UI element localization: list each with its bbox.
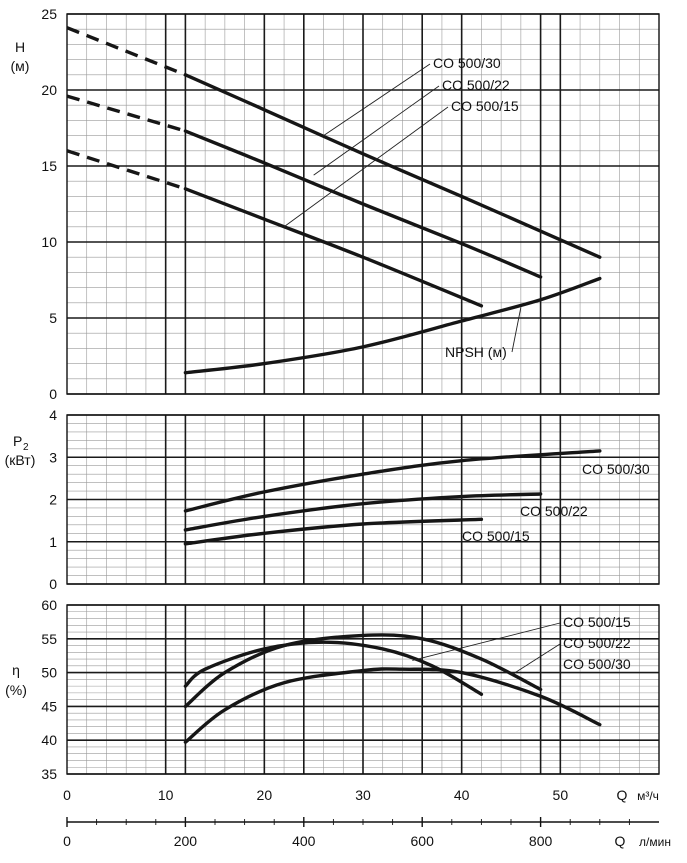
efficiency-axis-label: η xyxy=(12,662,20,678)
head-leader-line xyxy=(284,107,448,227)
power-axis-unit: (кВт) xyxy=(5,452,36,468)
head-label-npsh: NPSH (м) xyxy=(445,344,507,360)
eff-label-co500-22: CO 500/22 xyxy=(563,635,631,651)
x-secondary-tick-label: 400 xyxy=(292,833,316,849)
head-curve-npsh xyxy=(185,278,599,372)
curve-layer xyxy=(67,28,600,743)
head-leader-line xyxy=(512,307,521,352)
head-axis-unit: (м) xyxy=(11,58,30,74)
efficiency-axis-unit: (%) xyxy=(5,682,27,698)
x-secondary-unit: л/мин xyxy=(639,835,671,849)
x-primary-tick-label: 50 xyxy=(553,787,569,803)
x-primary-label: Q xyxy=(617,787,628,803)
y-tick-label: 40 xyxy=(41,732,57,748)
x-secondary-tick-label: 200 xyxy=(174,833,198,849)
y-tick-label: 55 xyxy=(41,631,57,647)
y-tick-label: 4 xyxy=(49,407,57,423)
y-tick-label: 45 xyxy=(41,698,57,714)
y-tick-label: 1 xyxy=(49,534,57,550)
eff-label-co500-15: CO 500/15 xyxy=(563,614,631,630)
eff-leader-line xyxy=(511,644,560,675)
y-tick-label: 3 xyxy=(49,449,57,465)
y-tick-label: 20 xyxy=(41,82,57,98)
x-primary-tick-label: 30 xyxy=(355,787,371,803)
x-primary-tick-label: 20 xyxy=(257,787,273,803)
eff-label-co500-30: CO 500/30 xyxy=(563,656,631,672)
head-axis-label: H xyxy=(15,39,25,55)
y-tick-label: 50 xyxy=(41,665,57,681)
power-axis-subscript: 2 xyxy=(23,442,29,453)
x-primary-tick-label: 0 xyxy=(63,787,71,803)
y-tick-label: 35 xyxy=(41,766,57,782)
y-tick-label: 15 xyxy=(41,158,57,174)
x-secondary-label: Q xyxy=(615,833,626,849)
head-label-co500-22: CO 500/22 xyxy=(442,77,510,93)
efficiency-curve-e30 xyxy=(185,669,599,742)
x-primary-tick-label: 10 xyxy=(158,787,174,803)
y-tick-label: 10 xyxy=(41,234,57,250)
power-label-co500-30: CO 500/30 xyxy=(582,461,650,477)
y-tick-label: 25 xyxy=(41,6,57,22)
y-tick-label: 2 xyxy=(49,492,57,508)
x-primary-tick-label: 40 xyxy=(454,787,470,803)
x-secondary-tick-label: 600 xyxy=(411,833,435,849)
x-primary-unit: м³/ч xyxy=(637,789,659,803)
power-label-co500-15: CO 500/15 xyxy=(462,528,530,544)
head-label-co500-30: CO 500/30 xyxy=(433,55,501,71)
x-secondary-tick-label: 0 xyxy=(63,833,71,849)
x-secondary-tick-label: 800 xyxy=(529,833,553,849)
y-tick-label: 0 xyxy=(49,386,57,402)
head-leader-line xyxy=(314,86,439,175)
head-label-co500-15: CO 500/15 xyxy=(451,98,519,114)
y-tick-label: 60 xyxy=(41,597,57,613)
head-curve-s15 xyxy=(185,189,481,306)
power-label-co500-22: CO 500/22 xyxy=(520,503,588,519)
power-axis-label: P xyxy=(13,433,22,449)
y-tick-label: 0 xyxy=(49,576,57,592)
y-tick-label: 5 xyxy=(49,310,57,326)
